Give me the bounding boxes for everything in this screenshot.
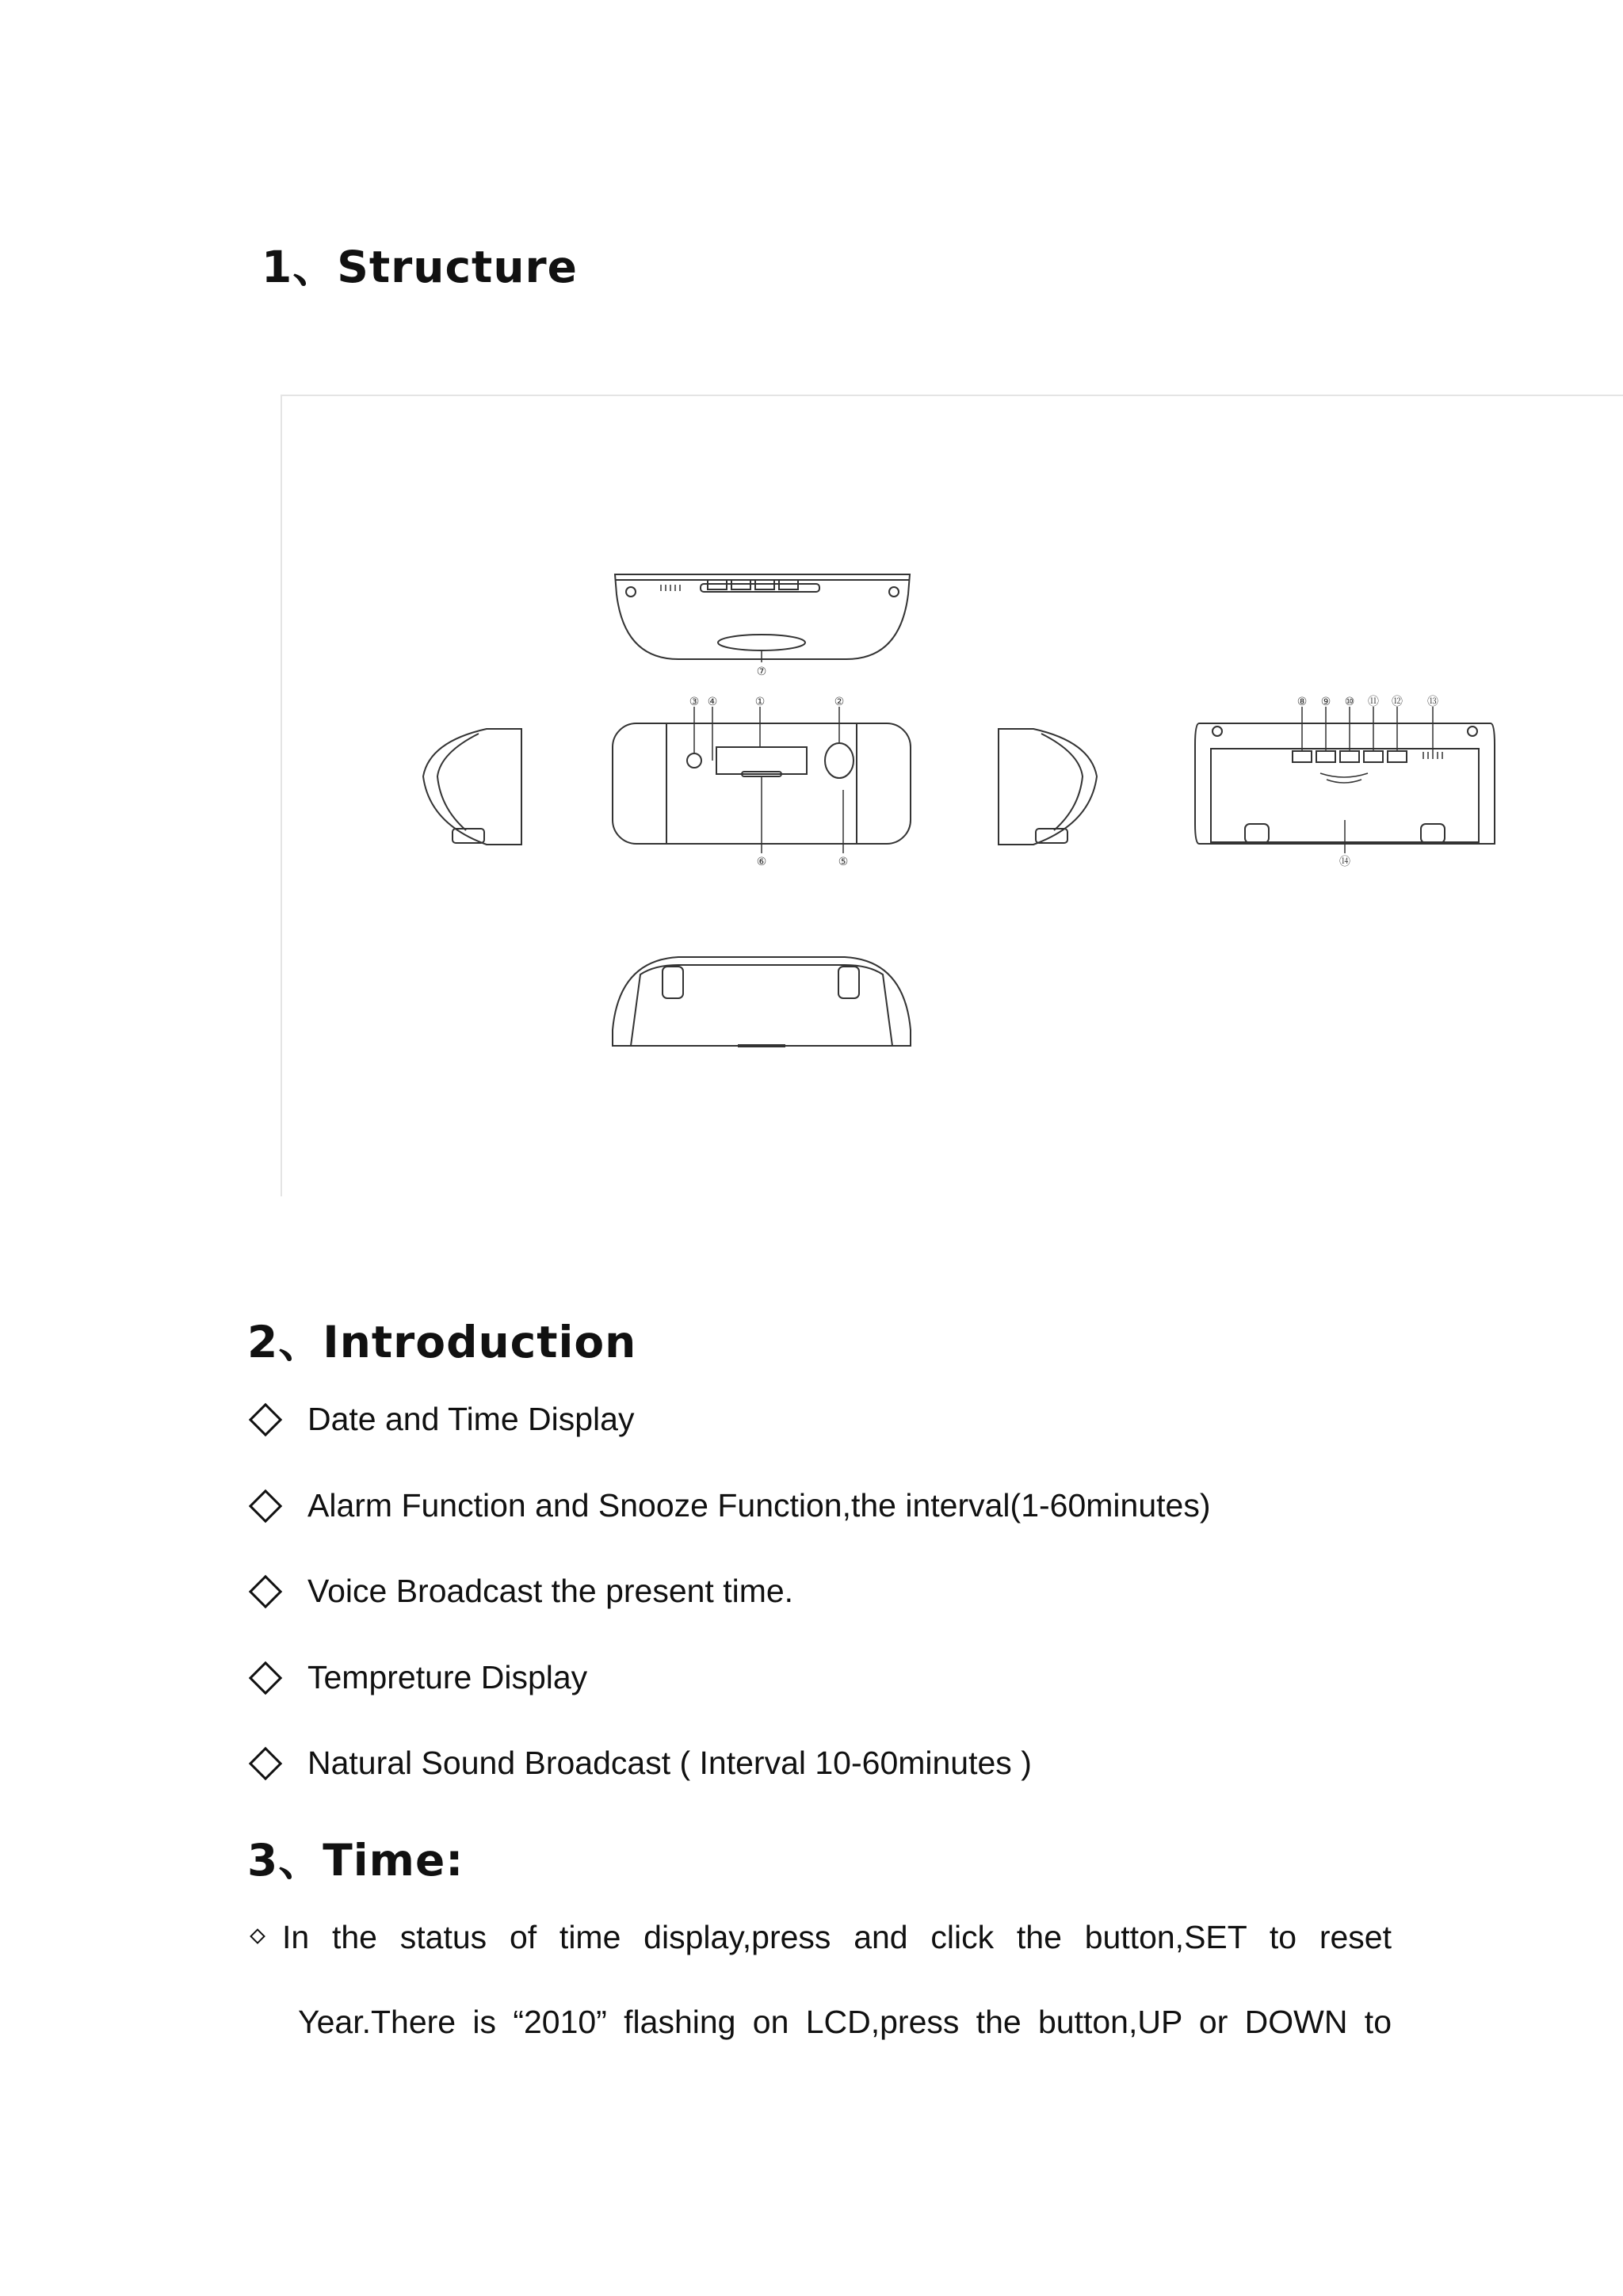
callout-5: ⑤ — [838, 856, 849, 868]
diamond-bullet-icon — [249, 1574, 282, 1608]
callout-8: ⑧ — [1296, 696, 1308, 708]
paragraph-text: In the status of time display,press and click the button,SET to reset — [282, 1919, 1392, 1955]
list-item — [247, 1401, 634, 1438]
section-heading-time: 3、Time: — [247, 1835, 464, 1886]
list-item-text: Alarm Function and Snooze Function,the interval(1-60minutes) — [307, 1487, 1211, 1524]
small-diamond-bullet-icon — [250, 1928, 265, 1944]
list-item — [247, 1573, 793, 1610]
front-view — [613, 707, 911, 853]
callout-10: ⑩ — [1344, 696, 1355, 708]
callout-4: ④ — [707, 696, 718, 708]
top-view — [615, 574, 910, 662]
callout-7: ⑦ — [756, 666, 767, 678]
paragraph-text: Year.There is “2010” flashing on LCD,press the button,UP or DOWN to — [298, 2004, 1392, 2040]
callout-11: ⑪ — [1368, 696, 1379, 708]
callout-3: ③ — [689, 696, 700, 708]
callout-12: ⑫ — [1392, 696, 1403, 708]
bottom-view — [613, 957, 911, 1046]
diamond-bullet-icon — [249, 1746, 282, 1779]
list-item-text: Tempreture Display — [307, 1659, 588, 1695]
list-item — [247, 1487, 1210, 1524]
back-view — [1195, 707, 1495, 853]
left-side-view — [423, 729, 521, 845]
time-paragraph-line-2 — [298, 2004, 1392, 2041]
callout-2: ② — [834, 696, 845, 708]
diamond-bullet-icon — [249, 1402, 282, 1436]
list-item — [247, 1659, 587, 1696]
callout-14: ⑭ — [1339, 856, 1350, 868]
right-side-view — [999, 729, 1097, 845]
list-item-text: Date and Time Display — [307, 1401, 635, 1437]
callout-9: ⑨ — [1320, 696, 1331, 708]
list-item-text: Voice Broadcast the present time. — [307, 1573, 794, 1609]
list-item-text: Natural Sound Broadcast ( Interval 10-60minutes ) — [307, 1745, 1032, 1781]
time-paragraph-line-1 — [252, 1919, 1392, 1956]
diamond-bullet-icon — [249, 1661, 282, 1694]
callout-labels — [689, 666, 1438, 868]
section-heading-structure: 1、Structure — [262, 242, 578, 292]
section-heading-introduction: 2、Introduction — [247, 1317, 637, 1367]
callout-6: ⑥ — [756, 856, 767, 868]
diamond-bullet-icon — [249, 1489, 282, 1522]
list-item — [247, 1745, 1032, 1782]
callout-1: ① — [754, 696, 766, 708]
callout-13: ⑬ — [1427, 696, 1438, 708]
structure-diagram — [281, 395, 1623, 1196]
